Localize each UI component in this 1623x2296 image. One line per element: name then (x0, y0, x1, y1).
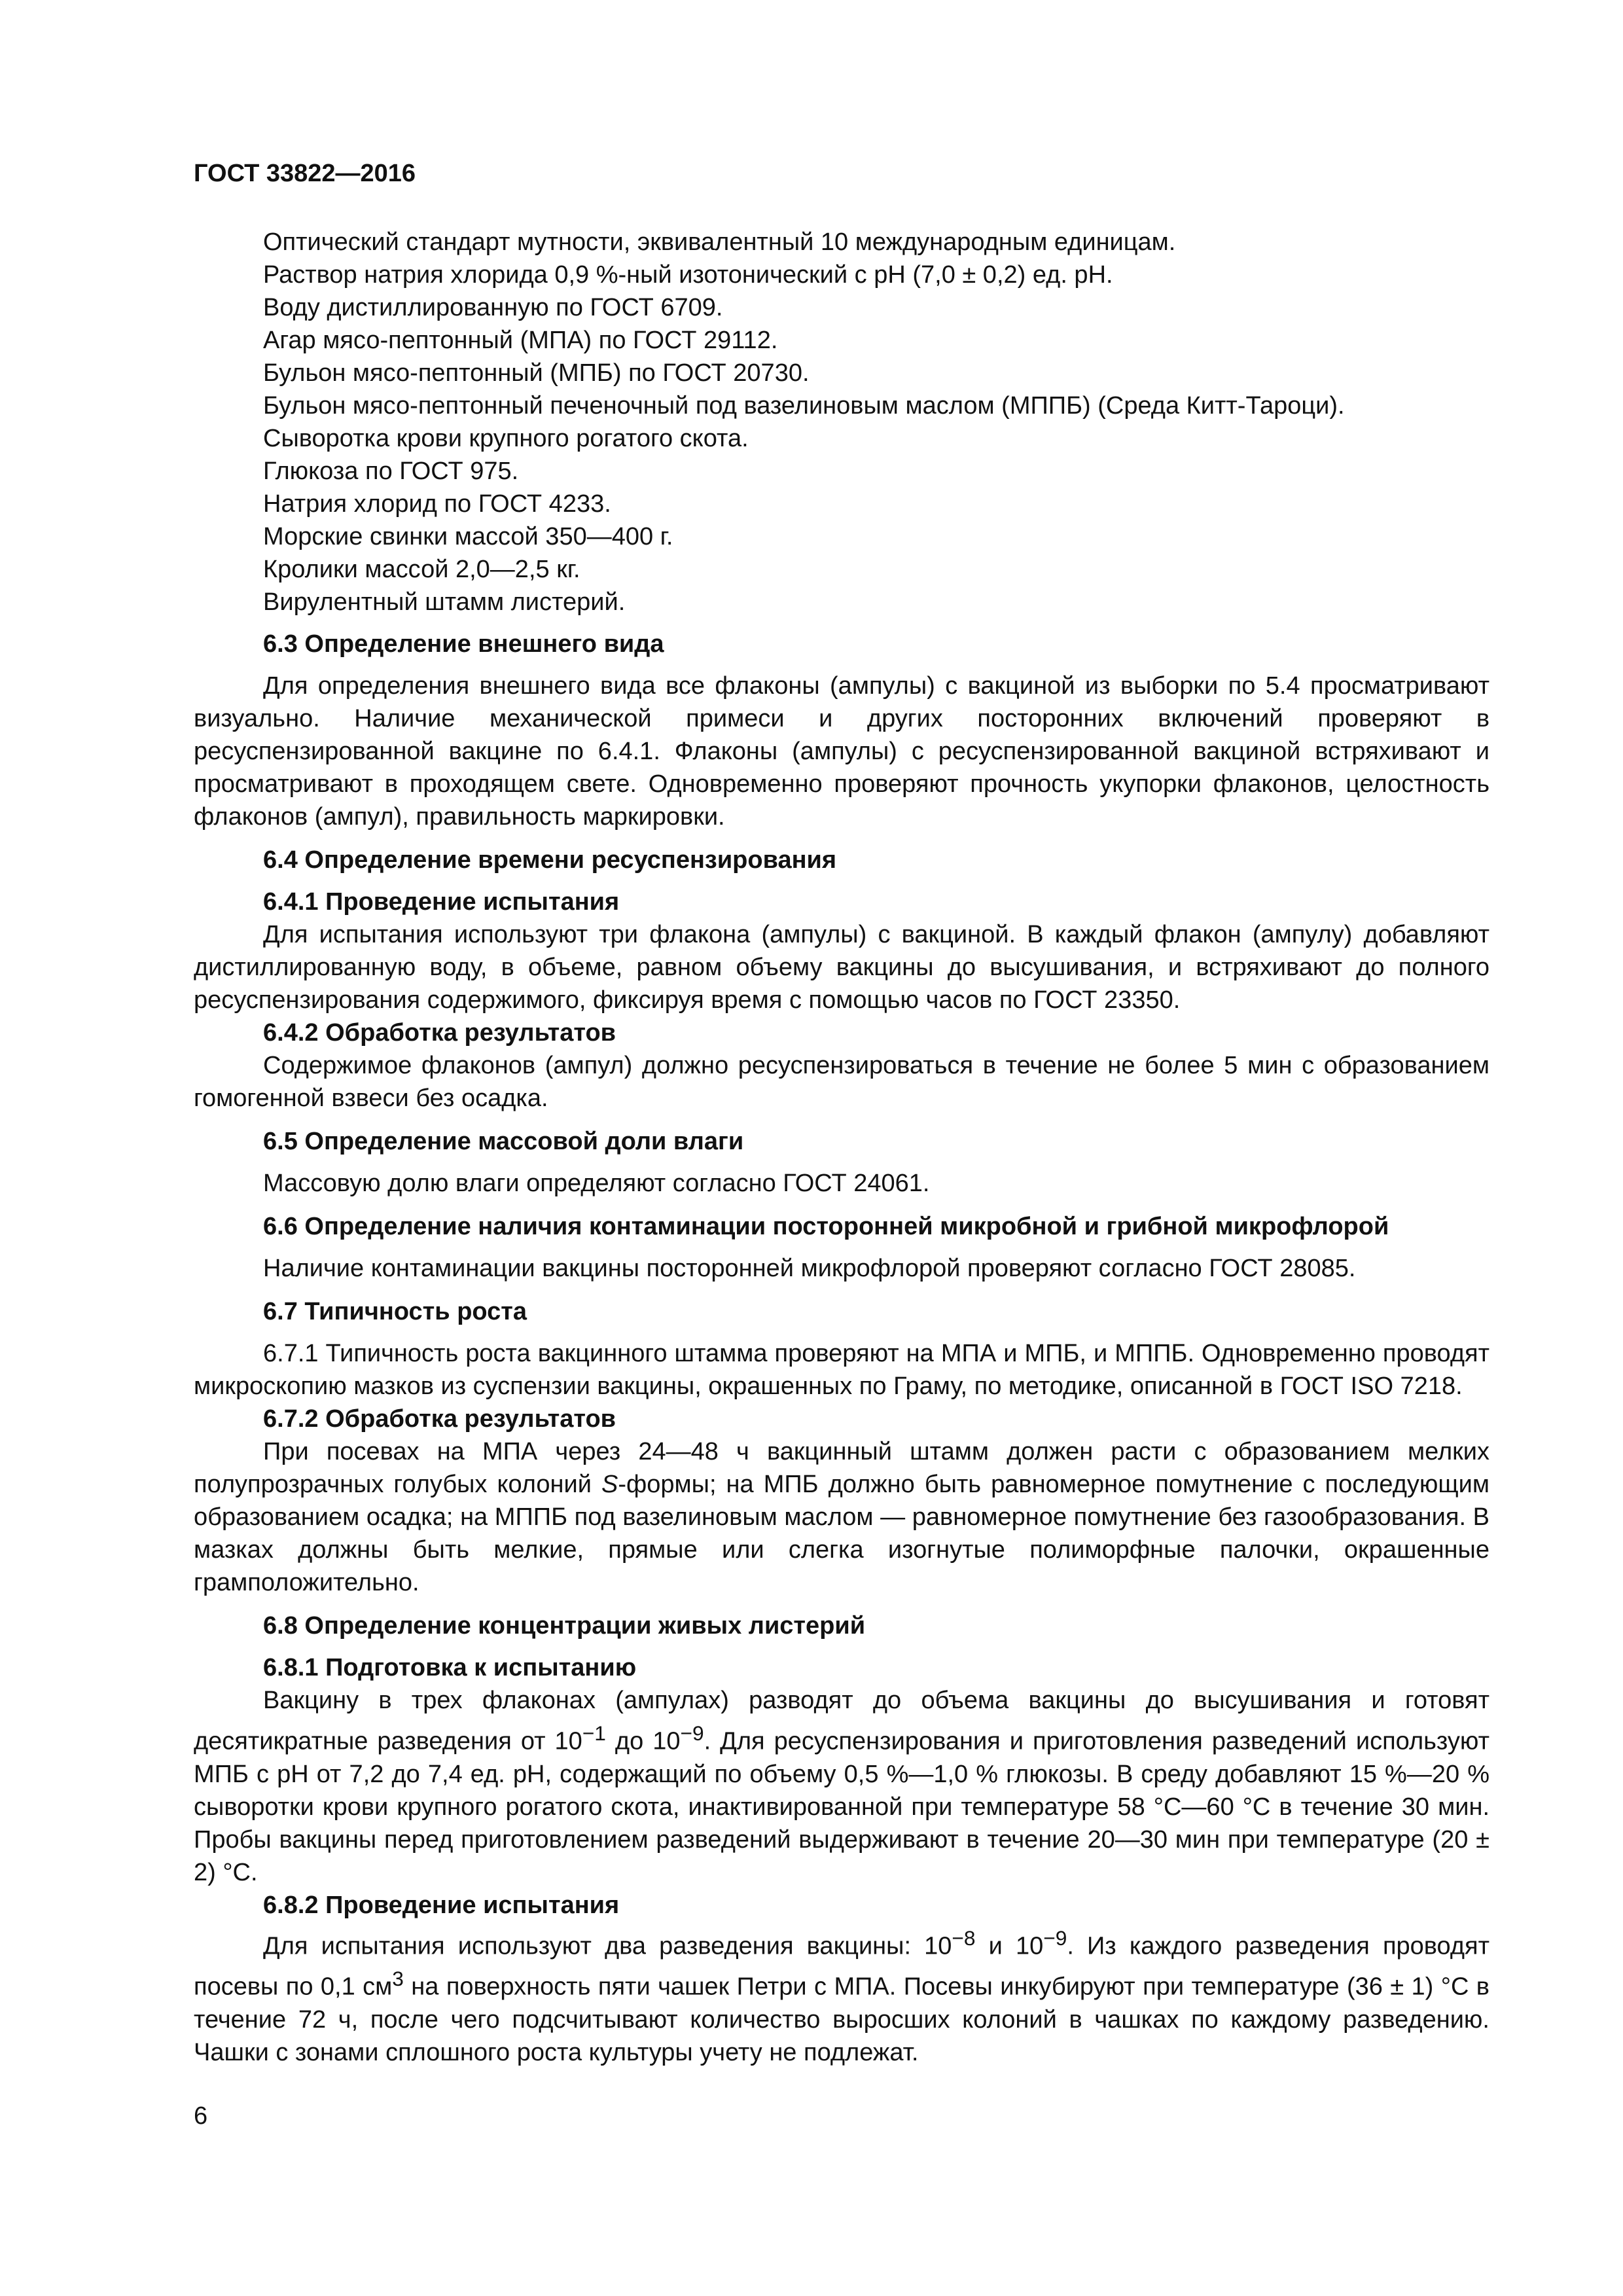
superscript: −8 (952, 1926, 976, 1950)
text-run: Вакцину в трех флаконах (ампулах) разводят до объема вакцины до высушивания и готовят десятикратные разведения от 10 (194, 1687, 1489, 1755)
text-run: на поверхность пяти чашек Петри с МПА. Посевы инкубируют при температуре (36 ± 1) °С в течение 72 ч, после чего подсчитывают количество выросших колоний в чашках по каждому разведению. Чашки с зонами сплошного роста культуры учету не подлежат. (194, 1973, 1489, 2066)
material-item: Глюкоза по ГОСТ 975. (263, 457, 519, 485)
section-6-4-1-heading: 6.4.1 Проведение испытания (263, 888, 620, 916)
material-item: Бульон мясо-пептонный (МПБ) по ГОСТ 20730. (263, 359, 810, 387)
material-item: Сыворотка крови крупного рогатого скота. (263, 425, 749, 452)
text-run: . Из каждого разведения проводят посевы по 0,1 см (194, 1932, 1490, 2001)
section-6-8-1-heading: 6.8.1 Подготовка к испытанию (263, 1654, 637, 1681)
superscript: −9 (1043, 1926, 1067, 1950)
text-run: до 10 (605, 1727, 681, 1755)
text-run: -формы; на МПБ должно быть равномерное помутнение с последующим образованием осадка; на МППБ под вазелиновым маслом — равномерное помутнение без газообразования. В мазках должны быть мелкие, прямые или слегка изогнутые полиморфные палочки, окрашенные грамположительно. (194, 1471, 1489, 1596)
material-item: Агар мясо-пептонный (МПА) по ГОСТ 29112. (263, 327, 778, 354)
section-6-3-text: Для определения внешнего вида все флаконы (ампулы) с вакциной из выборки по 5.4 просматривают визуально. Наличие механической примеси и других посторонних включений проверяют в ресуспензированной вакцине по 6.4.1. Флаконы (ампулы) с ресуспензированной вакциной встряхивают и просматривают в проходящем свете. Одновременно проверяют прочность укупорки флаконов, целостность флаконов (ампул), правильность маркировки. (194, 672, 1489, 831)
section-6-4-heading: 6.4 Определение времени ресуспензирования (263, 846, 837, 874)
material-item: Вирулентный штамм листерий. (263, 588, 626, 616)
section-6-4-1-text: Для испытания используют три флакона (ампулы) с вакциной. В каждый флакон (ампулу) добавляют дистиллированную воду, в объеме, равном объему вакцины до высушивания, и встряхивают до полного ресуспензирования содержимого, фиксируя время с помощью часов по ГОСТ 23350. (194, 921, 1489, 1014)
material-item: Воду дистиллированную по ГОСТ 6709. (263, 294, 723, 321)
text-run: При посевах на МПА через 24—48 ч вакцинный штамм должен расти с образованием мелких полупрозрачных голубых колоний (194, 1438, 1489, 1498)
section-6-8-2-heading: 6.8.2 Проведение испытания (263, 1891, 620, 1919)
section-6-4-2-text: Содержимое флаконов (ампул) должно ресуспензироваться в течение не более 5 мин с образованием гомогенной взвеси без осадка. (194, 1052, 1489, 1112)
section-6-4-2-heading: 6.4.2 Обработка результатов (263, 1019, 616, 1047)
material-item: Оптический стандарт мутности, эквивалентный 10 международным единицам. (263, 228, 1176, 256)
section-6-5-heading: 6.5 Определение массовой доли влаги (263, 1128, 744, 1155)
material-item: Раствор натрия хлорида 0,9 %-ный изотонический с pH (7,0 ± 0,2) ед. pH. (263, 261, 1113, 289)
page-body (194, 226, 1489, 2069)
text-run: Для испытания используют два разведения вакцины: 10 (263, 1932, 952, 1960)
section-6-8-2-text (194, 1922, 1489, 2069)
italic-letter: S (601, 1471, 618, 1498)
material-item: Кролики массой 2,0—2,5 кг. (263, 556, 580, 583)
superscript: −1 (582, 1721, 606, 1745)
section-6-6-text: Наличие контаминации вакцины посторонней микрофлорой проверяют согласно ГОСТ 28085. (263, 1255, 1356, 1282)
text-run: и 10 (975, 1932, 1044, 1960)
material-item: Морские свинки массой 350—400 г. (263, 523, 673, 550)
material-item: Натрия хлорид по ГОСТ 4233. (263, 490, 611, 518)
section-6-7-2-heading: 6.7.2 Обработка результатов (263, 1405, 616, 1433)
page-number: 6 (194, 2102, 208, 2130)
section-6-8-heading: 6.8 Определение концентрации живых листерий (263, 1612, 866, 1640)
section-6-5-text: Массовую долю влаги определяют согласно ГОСТ 24061. (263, 1170, 930, 1197)
superscript: −9 (680, 1721, 704, 1745)
section-6-8-1-text (194, 1684, 1489, 1889)
material-item: Бульон мясо-пептонный печеночный под вазелиновым маслом (МППБ) (Среда Китт-Тароци). (263, 392, 1345, 420)
section-6-6-heading: 6.6 Определение наличия контаминации посторонней микробной и грибной микрофлорой (263, 1213, 1389, 1240)
section-6-3-heading: 6.3 Определение внешнего вида (263, 630, 664, 658)
superscript: 3 (392, 1967, 404, 1991)
section-6-7-2-text (194, 1435, 1489, 1599)
document-header: ГОСТ 33822—2016 (194, 160, 416, 187)
text-run: . Для ресуспензирования и приготовления разведений используют МПБ с pH от 7,2 до 7,4 ед. pH, содержащий по объему 0,5 %—1,0 % глюкозы. В среду добавляют 15 %—20 % сыворотки крови крупного рогатого скота, инактивированной при температуре 58 °С—60 °С в течение 30 мин. Пробы вакцины перед приготовлением разведений выдерживают в течение 20—30 мин при температуре (20 ± 2) °С. (194, 1727, 1489, 1886)
section-6-7-heading: 6.7 Типичность роста (263, 1298, 527, 1325)
section-6-7-1-text: 6.7.1 Типичность роста вакцинного штамма проверяют на МПА и МПБ, и МППБ. Одновременно проводят микроскопию мазков из суспензии вакцины, окрашенных по Граму, по методике, описанной в ГОСТ ISO 7218. (194, 1340, 1489, 1400)
